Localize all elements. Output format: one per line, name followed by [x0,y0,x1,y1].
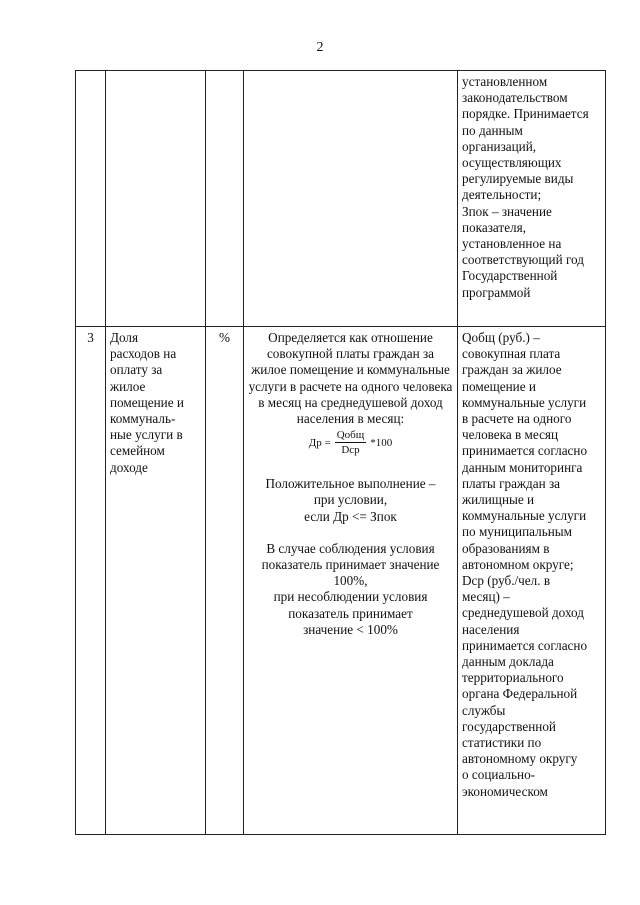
cell-number [76,71,106,327]
notes-line: законодательством [462,90,568,106]
notes-line: государственной [462,718,556,734]
cell-unit [206,71,244,327]
cell-indicator-name [106,327,206,835]
notes-line: в расчете на одного [462,411,572,427]
notes-line: жилищные и [462,492,535,508]
name-line: коммуналь- [110,411,176,427]
notes-line: порядке. Принимается [462,106,589,122]
formula-numerator: Qобщ [336,429,365,442]
notes-line: месяц) – [462,589,510,605]
method-paragraph-definition: Определяется как отношение совокупной платы граждан за жилое помещение и коммунальные услуги в расчете на одного человека в месяц на среднедушевой доход населения в месяц: [248,330,453,427]
method-line: В случае соблюдения условия [266,540,435,556]
name-line: расходов на [110,346,177,362]
notes-line: коммунальные услуги [462,394,587,410]
notes-line: соответствующий год [462,252,584,268]
table-row-continued [76,71,606,327]
cell-method [244,71,458,327]
notes-line: данным мониторинга [462,459,583,475]
cell-indicator-name [106,71,206,327]
method-line: при несоблюдении условия [273,589,428,605]
formula [248,429,453,456]
method-line: показатель принимает значение [261,557,440,573]
formula-rhs: *100 [370,436,393,449]
notes-line: установленном [462,74,548,89]
method-line: если Др <= Зпок [304,508,397,524]
notes-line: по муниципальным [462,524,573,540]
formula-lhs: Др = [308,436,331,449]
notes-line: установленное на [462,236,562,252]
method-line: 100%, [333,573,368,589]
notes-line: принимается согласно [462,637,588,653]
notes-line: коммунальные услуги [462,508,587,524]
method-line: показатель принимает [288,605,413,621]
name-line: Доля [110,330,139,345]
name-line: семейном [110,443,165,459]
notes-line: о социально- [462,767,536,783]
cell-method [244,327,458,835]
notes-line: автономном округе; [462,556,574,572]
notes-line: автономному округу [462,751,578,767]
notes-line: помещение и [462,378,536,394]
notes-line: принимается согласно [462,443,588,459]
method-line: Положительное выполнение – [265,476,436,492]
notes-line: органа Федеральной [462,686,578,702]
notes-line: данным доклада [462,654,554,670]
name-line: ные услуги в [110,427,183,443]
notes-line: экономическом [462,783,548,799]
name-line: доходе [110,459,148,475]
notes-line: образованиям в [462,540,550,556]
notes-line: показателя, [462,219,526,235]
notes-line: по данным [462,122,523,138]
cell-notes [458,71,606,327]
cell-number: 3 [76,327,106,835]
page-number: 2 [316,40,324,55]
cell-unit: % [206,327,244,835]
cell-notes [458,327,606,835]
notes-line: деятельности; [462,187,542,203]
method-line: при условии, [313,492,388,508]
notes-line: регулируемые виды [462,171,574,187]
indicators-table [75,70,606,835]
table-row-3 [76,327,606,835]
notes-line: Dср (руб./чел. в [462,573,551,589]
name-line: оплату за [110,362,163,378]
name-line: жилое [110,378,146,394]
notes-line: граждан за жилое [462,362,562,378]
notes-line: организаций, [462,138,537,154]
name-line: помещение и [110,394,184,410]
notes-line: службы [462,702,506,718]
notes-line: человека в месяц [462,427,559,443]
notes-line: осуществляющих [462,155,562,171]
notes-line: совокупная плата [462,346,561,362]
formula-denominator: Dср [341,444,360,457]
notes-line: Государственной [462,268,558,284]
notes-line: платы граждан за [462,475,561,491]
formula-fraction [335,429,367,456]
method-line: значение < 100% [303,621,398,637]
spacer [248,525,453,541]
spacer [248,460,453,476]
notes-line: программой [462,284,531,300]
notes-line: территориального [462,670,564,686]
notes-line: населения [462,621,520,637]
notes-line: среднедушевой доход [462,605,584,621]
notes-line: Зпок – значение [462,203,552,219]
notes-line: статистики по [462,735,542,751]
notes-line: Qобщ (руб.) – [462,330,540,345]
